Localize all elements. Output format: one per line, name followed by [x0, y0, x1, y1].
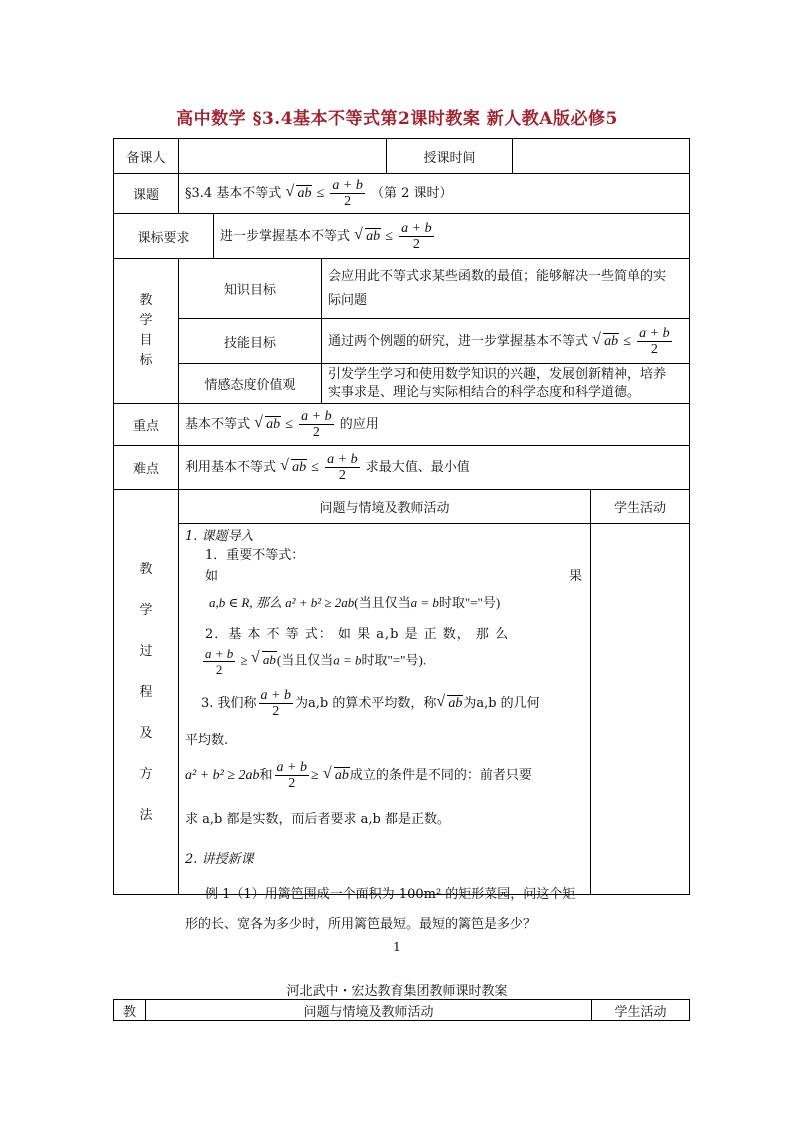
sqrt-ab-formula: √ ab — [285, 183, 312, 201]
time-label: 授课时间 — [387, 139, 513, 174]
compare-conditions: a² + b² ≥ 2ab和 $\frac{a + b}{2}$ ≥ √ ab成立的条件是不同的：前者只要 — [185, 760, 532, 791]
skill-value: 通过两个例题的研究，进一步掌握基本不等式 √ ab ≤ $\frac{a + b}{2}$ — [322, 319, 690, 364]
skill-text: 通过两个例题的研究，进一步掌握基本不等式 — [328, 333, 589, 349]
time-value — [513, 139, 690, 174]
process-char: 学 — [139, 602, 153, 618]
emotion-line: 实事求是、理论与实际相结合的科学态度和科学道德。 — [328, 384, 641, 400]
row-process-header — [114, 490, 690, 524]
item-means-definition: 3. 我们称 $\frac{a + b}{2}$ 为a,b 的算术平均数，称 √ ab为a,b 的几何 — [201, 688, 540, 719]
next-page-col2: 问题与情境及教师活动 — [146, 1000, 592, 1021]
means-line2: 平均数. — [185, 733, 229, 748]
row-topic — [114, 174, 690, 214]
process-char: 方 — [139, 766, 153, 782]
process-content — [179, 524, 591, 932]
next-page-table — [113, 999, 690, 1021]
standard-text: 进一步掌握基本不等式 — [220, 228, 351, 244]
prep-label: 备课人 — [114, 139, 179, 174]
row-process-content — [114, 524, 690, 895]
row-knowledge-goal — [114, 259, 690, 319]
row-key-point — [114, 404, 690, 446]
lesson-plan-table — [113, 138, 690, 932]
row-emotion-goal — [114, 364, 690, 404]
page-number: 1 — [393, 940, 401, 954]
process-char: 及 — [139, 725, 153, 741]
topic-suffix: （第 2 课时） — [371, 186, 453, 201]
example-1: 例 1（1）用篱笆围成一个面积为 100m² 的矩形菜园，问这个矩 — [205, 887, 576, 902]
goals-label — [114, 259, 179, 404]
student-activity-cell — [591, 524, 690, 895]
difficult-label: 难点 — [114, 446, 179, 490]
school-header: 河北武中・宏达教育集团教师课时教案 — [286, 984, 508, 999]
key-suffix: 的应用 — [339, 417, 379, 432]
process-char: 法 — [139, 807, 153, 823]
process-column-header: 问题与情境及教师活动 — [179, 490, 591, 524]
key-prefix: 基本不等式 — [185, 417, 251, 432]
prep-value — [179, 139, 387, 174]
goals-char: 学 — [139, 313, 153, 328]
knowledge-line: 会应用此不等式求某些函数的最值；能够解决一些简单的实 — [328, 268, 667, 284]
row-prep — [114, 139, 690, 174]
topic-prefix: §3.4 基本不等式 — [185, 186, 282, 201]
row-skill-goal — [114, 319, 690, 364]
emotion-label: 情感态度价值观 — [179, 364, 322, 404]
key-value: 基本不等式 √ ab ≤ $\frac{a + b}{2}$ 的应用 — [179, 404, 690, 446]
difficult-value: 利用基本不等式 √ ab ≤ $\frac{a + b}{2}$ 求最大值、最小值 — [179, 446, 690, 490]
item-basic-inequality: 2．基 本 不 等 式： 如 果 a,b 是 正 数， 那 么 — [205, 627, 510, 642]
word-ru: 如 — [205, 569, 219, 584]
mean-fraction: $\frac{a + b}{2}$ — [301, 409, 332, 440]
word-guo: 果 — [569, 569, 583, 584]
topic-value: §3.4 基本不等式 √ ab ≤ $\frac{a + b}{2}$ （第 2 课时） — [179, 174, 690, 214]
row-standard — [114, 214, 690, 259]
mean-fraction: $\frac{a + b}{2}$ — [639, 325, 670, 357]
process-char: 教 — [139, 561, 153, 577]
student-column-header: 学生活动 — [591, 490, 690, 524]
goals-char: 标 — [139, 353, 153, 368]
section-heading: 1. 课题导入 — [185, 529, 254, 544]
sqrt-ab-formula: √ ab — [254, 414, 281, 432]
knowledge-line: 际问题 — [328, 292, 368, 308]
next-page-col3: 学生活动 — [592, 1000, 690, 1021]
emotion-value — [322, 364, 690, 404]
difficult-prefix: 利用基本不等式 — [185, 460, 277, 475]
topic-label: 课题 — [114, 174, 179, 214]
example-1-line2: 形的长、宽各为多少时，所用篱笆最短。最短的篱笆是多少？ — [185, 917, 537, 932]
process-char: 程 — [139, 684, 153, 700]
compare-line2: 求 a,b 都是实数，而后者要求 a,b 都是正数。 — [185, 812, 450, 827]
skill-label: 技能目标 — [179, 319, 322, 364]
sqrt-ab-formula: √ ab — [592, 330, 619, 349]
process-char: 过 — [139, 643, 153, 659]
goals-char: 教 — [139, 293, 153, 308]
knowledge-label: 知识目标 — [179, 259, 322, 319]
emotion-line: 引发学生学习和使用数学知识的兴趣，发展创新精神，培养 — [328, 366, 667, 382]
item-important-inequality: 1．重要不等式： — [205, 548, 305, 563]
next-page-col1: 教 — [114, 1000, 146, 1021]
knowledge-value — [322, 259, 690, 319]
section-heading: 2. 讲授新课 — [185, 852, 254, 867]
standard-label: 课标要求 — [114, 214, 214, 259]
mean-fraction: $\frac{a + b}{2}$ — [327, 452, 358, 483]
inequality-2: $\frac{a + b}{2}$ ≥ √ ab(当且仅当a = b时取"="号). — [205, 646, 427, 677]
process-label — [114, 490, 179, 895]
goals-char: 目 — [139, 333, 153, 348]
difficult-suffix: 求最大值、最小值 — [365, 460, 470, 475]
mean-fraction: $\frac{a + b}{2}$ — [332, 178, 363, 209]
inequality-1: a,b ∈ R, 那么 a² + b² ≥ 2ab(当且仅当a = b时取"="号) — [209, 595, 501, 610]
sqrt-ab-formula: √ ab — [354, 225, 381, 244]
sqrt-ab-formula: √ ab — [280, 457, 307, 475]
row-difficult-point — [114, 446, 690, 490]
mean-fraction: $\frac{a + b}{2}$ — [401, 220, 432, 252]
document-title: 高中数学 §3.4基本不等式第2课时教案 新人教A版必修5 — [176, 109, 618, 129]
key-label: 重点 — [114, 404, 179, 446]
standard-value: 进一步掌握基本不等式 √ ab ≤ $\frac{a + b}{2}$ — [214, 214, 690, 259]
